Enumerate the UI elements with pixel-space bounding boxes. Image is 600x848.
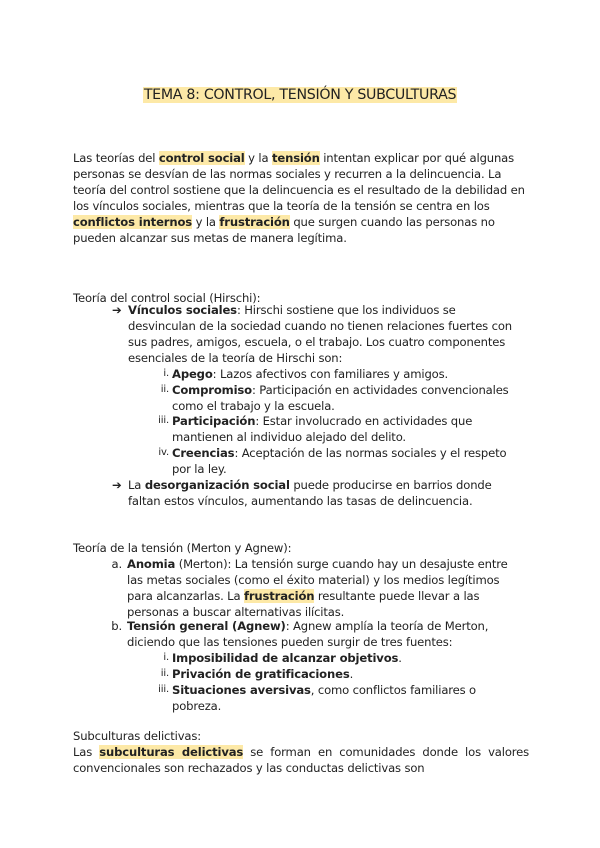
highlight-subculturas-delictivas: subculturas delictivas xyxy=(99,745,244,759)
heading-control-social: Teoría del control social (Hirschi): xyxy=(73,291,261,305)
highlight-conflictos-internos: conflictos internos xyxy=(73,215,193,229)
highlight-frustracion: frustración xyxy=(219,215,290,229)
list-item-compromiso: ii. Compromiso: Participación en actividades convencionales como el trabajo y la escuela. xyxy=(160,383,509,413)
intro-paragraph: Las teorías del control social y la tensión intentan explicar por qué algunas personas se desvían de las normas sociales y recurren a la delincuencia. La teoría del control sostiene que la delincuencia es el resultado de la debilidad en los vínculos sociales, mientras que la teoría de la tensión se centra en los conflictos internos y la frustración que surgen cuando las personas no pueden alcanzar sus metas de manera legítima. xyxy=(73,151,525,245)
list-item-participacion: iii. Participación: Estar involucrado en actividades que mantienen al individuo alejado del delito. xyxy=(158,414,473,444)
arrow-icon: ➔ xyxy=(112,303,122,317)
list-item-creencias: iv. Creencias: Aceptación de las normas sociales y el respeto por la ley. xyxy=(158,446,507,476)
vinculos-item: ➔ Vínculos sociales: Hirschi sostiene que los individuos se desvinculan de la sociedad cuando no tienen relaciones fuertes con sus padres, amigos, escuela, o el trabajo. Los cuatro componentes esenciales de la teoría de Hirschi son: xyxy=(112,303,512,365)
heading-subculturas: Subculturas delictivas: xyxy=(73,729,202,743)
list-item-apego: i. Apego: Lazos afectivos con familiares y amigos. xyxy=(163,367,449,381)
arrow-icon: ➔ xyxy=(112,478,122,492)
highlight-tension: tensión xyxy=(271,151,320,165)
list-item-fuente-3: iii. Situaciones aversivas, como conflictos familiares o pobreza. xyxy=(158,683,476,713)
desorganizacion-item: ➔ La desorganización social puede producirse en barrios donde faltan estos vínculos, aumentando las tasas de delincuencia. xyxy=(112,478,492,508)
list-item-fuente-1: i. Imposibilidad de alcanzar objetivos. xyxy=(163,651,402,665)
subculturas-paragraph: Las subculturas delictivas se forman en comunidades donde los valores convencionales son rechazados y las conductas delictivas son xyxy=(73,745,529,775)
list-item-tension-general: b. Tensión general (Agnew): Agnew amplía la teoría de Merton, diciendo que las tensiones pueden surgir de tres fuentes: xyxy=(111,619,489,649)
list-item-fuente-2: ii. Privación de gratificaciones. xyxy=(160,667,354,681)
highlight-control-social: control social xyxy=(158,151,245,165)
highlight-frustracion-2: frustración xyxy=(243,589,315,603)
page-title: TEMA 8: CONTROL, TENSIÓN Y SUBCULTURAS xyxy=(143,87,457,103)
list-item-anomia: a. Anomia (Merton): La tensión surge cuando hay un desajuste entre las metas sociales (como el éxito material) y los medios legítimos para alcanzarlas. La frustración resultante puede llevar a las personas a buscar alternativas ilícitas. xyxy=(111,557,508,619)
heading-tension: Teoría de la tensión (Merton y Agnew): xyxy=(73,541,292,555)
